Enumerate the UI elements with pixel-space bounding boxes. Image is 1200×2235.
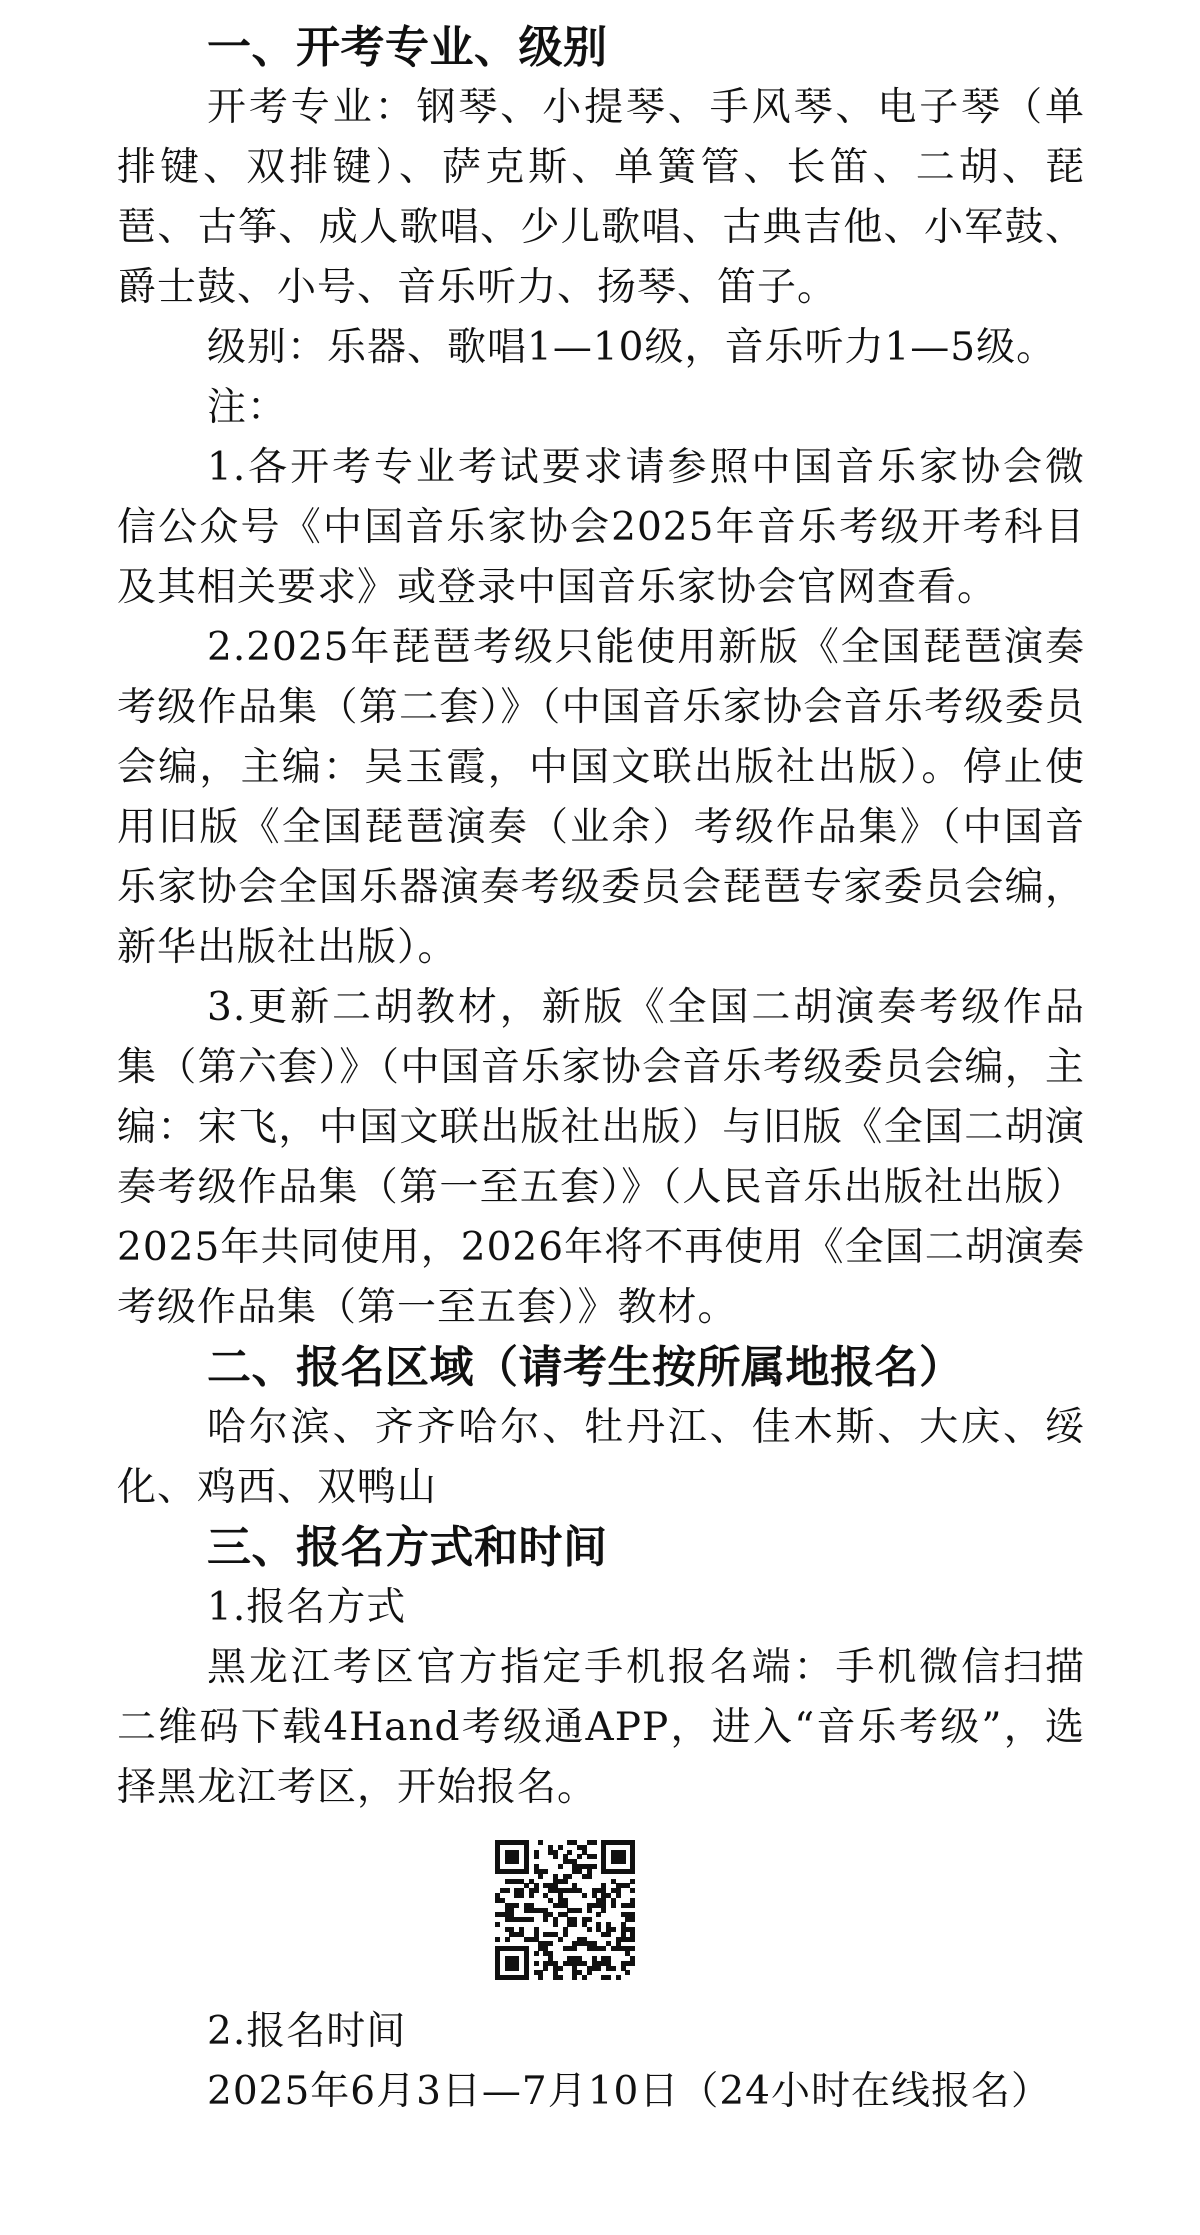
qr-code-container (117, 1840, 1085, 1980)
qr-code-icon[interactable] (495, 1840, 635, 1980)
qr-module (543, 1869, 548, 1874)
qr-module (587, 1908, 592, 1913)
qr-module (601, 1946, 606, 1951)
qr-module (611, 1903, 616, 1908)
qr-module (630, 1917, 635, 1922)
qr-module (548, 1941, 553, 1946)
qr-module (572, 1922, 577, 1927)
qr-module (524, 1869, 529, 1874)
qr-module (611, 1927, 616, 1932)
qr-module (596, 1912, 601, 1917)
qr-module (524, 1975, 529, 1980)
qr-module (558, 1966, 563, 1971)
qr-module (514, 1966, 519, 1971)
qr-module (616, 1975, 621, 1980)
qr-module (606, 1932, 611, 1937)
note-2-paragraph: 2.2025年琵琶考级只能使用新版《全国琵琶演奏考级作品集（第二套）》（中国音乐家协会音乐考级委员会编，主编：吴玉霞，中国文联出版社出版）。停止使用旧版《全国琵琶演奏（业余）考级作品集》（中国音乐家协会全国乐器演奏考级委员会琵琶专家委员会编，新华出版社出版）。 (117, 625, 1085, 970)
time-label: 2.报名时间 (207, 2009, 407, 2054)
note-3-paragraph: 3.更新二胡教材，新版《全国二胡演奏考级作品集（第六套）》（中国音乐家协会音乐考级委员会编，主编：宋飞，中国文联出版社出版）与旧版《全国二胡演奏考级作品集（第一至五套）》（人民音乐出版社出版）2025年共同使用，2026年将不再使用《全国二胡演奏考级作品集（第一至五套）》教材。 (117, 985, 1085, 1330)
qr-module (587, 1927, 592, 1932)
qr-module (558, 1845, 563, 1850)
qr-module (577, 1908, 582, 1913)
qr-module (601, 1908, 606, 1913)
qr-module (596, 1966, 601, 1971)
qr-module (534, 1961, 539, 1966)
section3-heading: 三、报名方式和时间 (207, 1522, 608, 1573)
qr-module (534, 1854, 539, 1859)
qr-module (621, 1859, 626, 1864)
qr-module (616, 1893, 621, 1898)
note-label: 注： (207, 385, 288, 430)
qr-module (630, 1937, 635, 1942)
qr-module (630, 1888, 635, 1893)
qr-module (592, 1854, 597, 1859)
levels-paragraph: 级别：乐器、歌唱1—10级，音乐听力1—5级。 (207, 325, 1057, 370)
qr-module (572, 1946, 577, 1951)
qr-module (582, 1893, 587, 1898)
qr-module (630, 1879, 635, 1884)
qr-module (567, 1850, 572, 1855)
qr-module (630, 1903, 635, 1908)
qr-module (587, 1874, 592, 1879)
qr-module (567, 1874, 572, 1879)
qr-module (606, 1975, 611, 1980)
note-1-paragraph: 1.各开考专业考试要求请参照中国音乐家协会微信公众号《中国音乐家协会2025年音乐考级开考科目及其相关要求》或登录中国音乐家协会官网查看。 (117, 445, 1085, 610)
method-label: 1.报名方式 (207, 1585, 407, 1630)
qr-module (495, 1937, 500, 1942)
qr-module (592, 1840, 597, 1845)
qr-module (505, 1937, 510, 1942)
qr-module (592, 1864, 597, 1869)
method-paragraph: 黑龙江考区官方指定手机报名端：手机微信扫描二维码下载4Hand考级通APP，进入“音乐考级”，选择黑龙江考区，开始报名。 (117, 1645, 1085, 1810)
majors-paragraph: 开考专业：钢琴、小提琴、手风琴、电子琴（单排键、双排键）、萨克斯、单簧管、长笛、二胡、琵琶、古筝、成人歌唱、少儿歌唱、古典吉他、小军鼓、爵士鼓、小号、音乐听力、扬琴、笛子。 (117, 85, 1085, 310)
qr-module (558, 1864, 563, 1869)
qr-module (514, 1859, 519, 1864)
qr-module (534, 1951, 539, 1956)
regions-paragraph: 哈尔滨、齐齐哈尔、牡丹江、佳木斯、大庆、绥化、鸡西、双鸭山 (117, 1405, 1085, 1510)
qr-module (563, 1879, 568, 1884)
qr-module (630, 1946, 635, 1951)
document-content (117, 18, 1085, 2122)
qr-module (529, 1893, 534, 1898)
qr-module (587, 1917, 592, 1922)
qr-module (558, 1975, 563, 1980)
qr-module (577, 1854, 582, 1859)
qr-module (553, 1854, 558, 1859)
qr-module (563, 1932, 568, 1937)
qr-module (587, 1970, 592, 1975)
qr-module (630, 1961, 635, 1966)
qr-module (630, 1869, 635, 1874)
qr-module (572, 1975, 577, 1980)
qr-module (611, 1966, 616, 1971)
qr-module (519, 1893, 524, 1898)
section2-heading: 二、报名区域（请考生按所属地报名） (207, 1342, 964, 1393)
qr-module (558, 1937, 563, 1942)
section1-heading: 一、开考专业、级别 (207, 22, 608, 73)
qr-module (538, 1874, 543, 1879)
qr-module (543, 1917, 548, 1922)
qr-module (538, 1840, 543, 1845)
qr-module (495, 1922, 500, 1927)
qr-module (534, 1888, 539, 1893)
qr-module (529, 1917, 534, 1922)
time-paragraph: 2025年6月3日—7月10日（24小时在线报名） (207, 2069, 1051, 2114)
qr-module (505, 1888, 510, 1893)
qr-module (543, 1966, 548, 1971)
qr-module (582, 1975, 587, 1980)
qr-module (538, 1975, 543, 1980)
qr-module (625, 1970, 630, 1975)
qr-module (553, 1922, 558, 1927)
qr-module (514, 1903, 519, 1908)
